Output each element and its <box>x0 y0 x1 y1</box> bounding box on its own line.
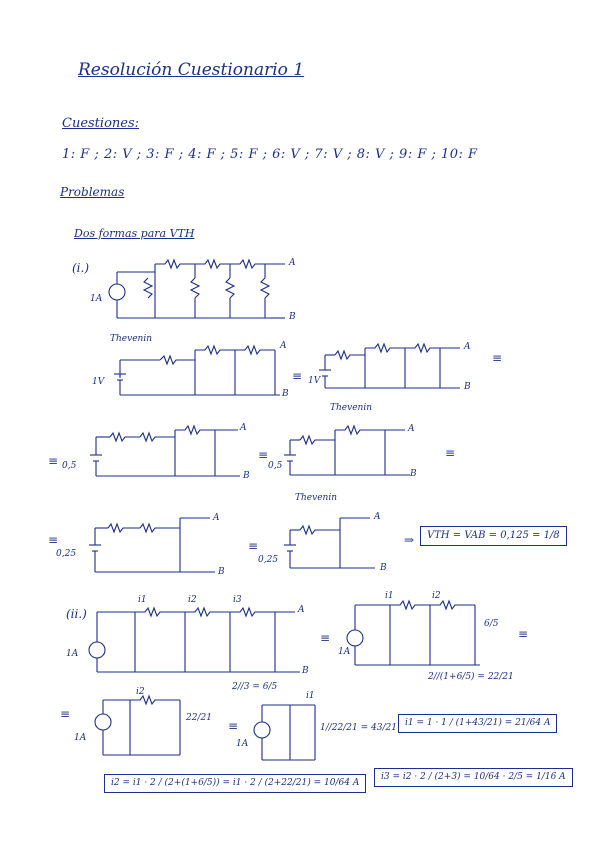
equiv-3: ≡ <box>48 454 59 468</box>
part-i-marker: (i.) <box>72 261 90 275</box>
node-b-label-ii-1: B <box>302 666 309 676</box>
i2-result-box: i2 = i1 · 2 / (2+(1+6/5)) = i1 · 2 / (2+22/21) = 10/64 A <box>104 774 366 793</box>
equiv-ii-3: ≡ <box>60 707 71 721</box>
source-1a-label: 1A <box>90 294 103 304</box>
current-source-1 <box>109 284 125 300</box>
node-a-label-5: A <box>408 424 415 434</box>
node-a-label-4: A <box>240 423 247 433</box>
six-fifths-label: 6/5 <box>484 619 499 629</box>
answers-line: 1: F ; 2: V ; 3: F ; 4: F ; 5: F ; 6: V ; 7: V ; 8: V ; 9: F ; 10: F <box>62 147 478 162</box>
node-b-label-2: B <box>282 389 289 399</box>
equiv-1: ≡ <box>292 369 303 383</box>
equiv-4: ≡ <box>258 448 269 462</box>
node-b-label-5: B <box>410 469 417 479</box>
node-b-label-4: B <box>243 471 250 481</box>
thevenin-label-1: Thevenin <box>110 334 153 344</box>
node-a-label-7: A <box>374 512 381 522</box>
thevenin-label-2: Thevenin <box>330 403 373 413</box>
i2-label-3: i2 <box>136 687 145 697</box>
source-025-label-2: 0,25 <box>258 555 279 565</box>
i3-result-box: i3 = i2 · 2 / (2+3) = 10/64 · 2/5 = 1/16 A <box>374 768 573 787</box>
source-1a-label-ii-3: 1A <box>74 733 87 743</box>
source-1a-label-ii-2: 1A <box>338 647 351 657</box>
equiv-ii-4: ≡ <box>228 719 239 733</box>
equiv-7: ≡ <box>248 539 259 553</box>
section-cuestiones-heading: Cuestiones: <box>62 116 140 131</box>
source-1a-label-ii-1: 1A <box>66 649 79 659</box>
result-arrow: ⇒ <box>404 533 415 547</box>
equiv-5: ≡ <box>445 446 456 460</box>
source-1v-label-1: 1V <box>92 377 105 387</box>
node-a-label-ii-1: A <box>298 605 305 615</box>
source-025-label-1: 0,25 <box>56 549 77 559</box>
equiv-6: ≡ <box>48 533 59 547</box>
vth-result-box: VTH = VAB = 0,125 = 1/8 <box>420 526 567 546</box>
i1-result-box: i1 = 1 · 1 / (1+43/21) = 21/64 A <box>398 714 557 733</box>
part-ii-marker: (ii.) <box>66 607 87 621</box>
equiv-2: ≡ <box>492 351 503 365</box>
subtitle-dos-formas: Dos formas para VTH <box>74 227 195 240</box>
i1-label-3: i1 <box>306 691 315 701</box>
twentytwo-21-label: 22/21 <box>186 713 212 723</box>
parallel-2-3-label: 2//3 = 6/5 <box>232 682 278 692</box>
node-b-label-7: B <box>380 563 387 573</box>
source-05-label-1: 0,5 <box>62 461 77 471</box>
node-b-label-6: B <box>218 567 225 577</box>
page-title: Resolución Cuestionario 1 <box>78 60 305 80</box>
node-a-label-2: A <box>280 341 287 351</box>
thevenin-label-3: Thevenin <box>295 493 338 503</box>
node-a-label-6: A <box>213 513 220 523</box>
source-1v-label-2: 1V <box>308 376 321 386</box>
parallel-calc-label: 1//22/21 = 43/21 <box>320 723 397 733</box>
node-b-label-3: B <box>464 382 471 392</box>
source-05-label-2: 0,5 <box>268 461 283 471</box>
i2-label-2: i2 <box>432 591 441 601</box>
source-1a-label-ii-4: 1A <box>236 739 249 749</box>
node-a-label-1: A <box>289 258 296 268</box>
section-problemas-heading: Problemas <box>60 185 125 199</box>
i2-label-1: i2 <box>188 595 197 605</box>
node-a-label-3: A <box>464 342 471 352</box>
equiv-ii-1: ≡ <box>320 631 331 645</box>
equiv-ii-2: ≡ <box>518 627 529 641</box>
i3-label-1: i3 <box>233 595 242 605</box>
node-b-label-1: B <box>289 312 296 322</box>
parallel-2-label: 2//(1+6/5) = 22/21 <box>428 672 514 682</box>
i1-label-2: i1 <box>385 591 394 601</box>
i1-label-1: i1 <box>138 595 147 605</box>
